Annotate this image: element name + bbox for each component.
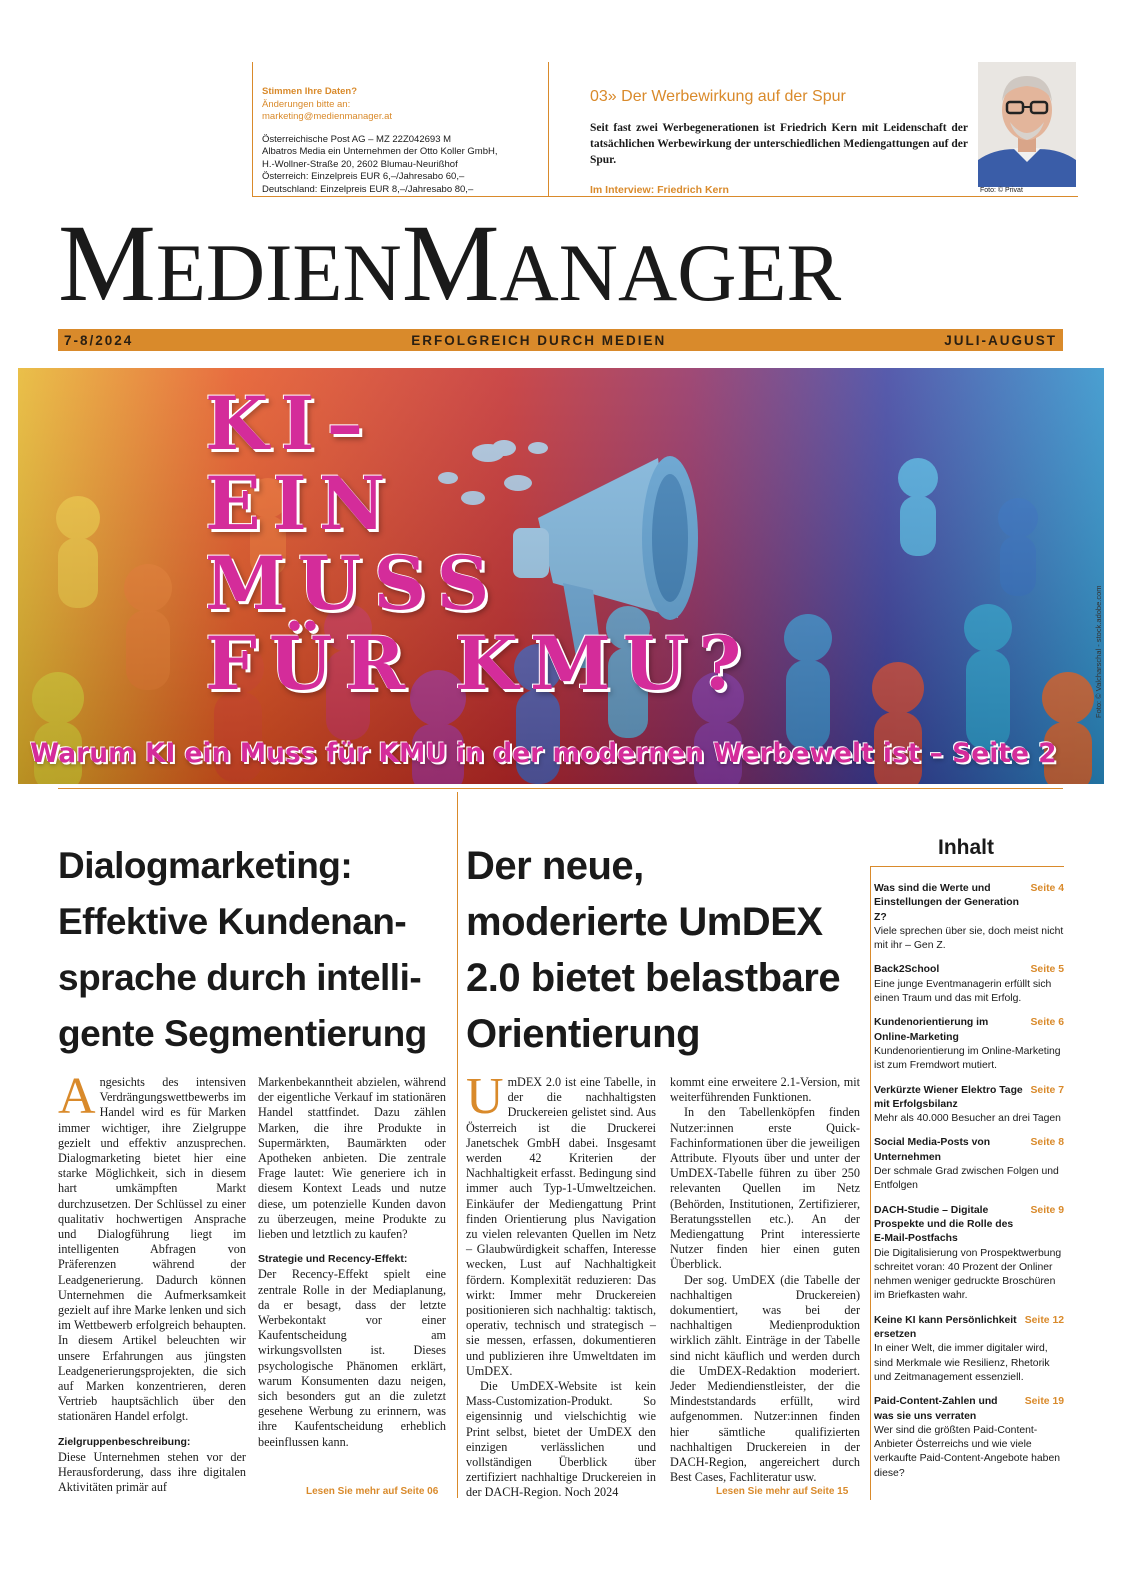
toc-item-header[interactable] [874,1016,1064,1045]
toc-item-description: Viele sprechen über sie, doch meist nicht mit ihr – Gen Z. [874,925,1064,952]
toc-item-title[interactable]: Paid-Content-Zahlen und was sie uns verraten [874,1396,998,1422]
toc-item[interactable] [874,1016,1064,1073]
toc-item-header[interactable] [874,1084,1064,1113]
portrait-credit: Foto: © Privat [980,187,1023,194]
toc-item-page[interactable]: Seite 9 [1030,1204,1064,1216]
toc-item-description: Mehr als 40.000 Besucher an drei Tagen [874,1113,1061,1125]
toc-item[interactable] [874,1204,1064,1304]
teaser-block[interactable] [590,88,968,196]
article1-column-2 [258,1075,446,1450]
article2-headline[interactable]: Der neue, moderierte UmDEX 2.0 bietet belastbare Orientierung [466,844,841,1056]
toc-item-page[interactable]: Seite 4 [1030,883,1064,894]
toc-item-description: Die Digitalisierung von Prospektwerbung schreitet voran: 40 Prozent der Onliner nehmen weniger gedruckte Broschüren im Briefkasten wahr. [874,1247,1062,1302]
hero-subtitle[interactable]: Warum KI ein Muss für KMU in der modernen Werbewelt ist – Seite 2 [30,738,1057,769]
toc-item-title[interactable]: Was sind die Werte und Einstellungen der Generation Z? [874,883,1019,923]
article1-subheading: Zielgruppenbeschreibung: [58,1435,191,1448]
masthead-logo: MEDIENMANAGER [58,208,842,322]
teaser-title[interactable]: 03» Der Werbewirkung auf der Spur [590,88,846,105]
article2-column-2 [670,1075,860,1485]
issue-number: 7-8/2024 [64,332,134,348]
article1-read-more-link[interactable]: Lesen Sie mehr auf Seite 06 [306,1486,439,1497]
toc-item-page[interactable]: Seite 5 [1030,964,1064,976]
article1-paragraph: Markenbekanntheit abzielen, während der eigentliche Verkauf im stationären Handel stattfindet. Dazu zählen Marken, die ihre Produkte in Supermärkten, Baumärkten oder Apotheken anbieten. Die zentrale Frage lautet: Wie generiere ich in diesem Kontext Leads und nutze diese, um potenzielle Kunden davon zu überzeugen, meine Produkte zu lieben und letztlich zu kaufen? [258,1075,446,1242]
toc-item-page[interactable]: Seite 8 [1030,1137,1064,1149]
article1-headline[interactable]: Dialogmarketing: Effektive Kundenan- sprache durch intelli- gente Segmentierung [58,845,427,1054]
article2-paragraph: Die UmDEX-Website ist kein Mass-Customization-Produkt. So eigensinnig und vielschichtig wie Print selbst, bietet der UmDEX den einzigen verlässlichen und vollständigen Überblick über zertifiziert nachhaltige Druckereien in der DACH-Region. Noch 2024 [466,1379,656,1500]
toc-item-title[interactable]: Keine KI kann Persönlichkeit ersetzen [874,1314,1017,1341]
toc-item[interactable] [874,882,1064,953]
article2-read-more-link[interactable]: Lesen Sie mehr auf Seite 15 [716,1486,849,1497]
article2-paragraph: Der sog. UmDEX (die Tabelle der nachhaltigen Druckereien) dokumentiert, was bei der nachhaltigen Medienproduktion wirklich zählt. Einträge in der Tabelle sind nicht käuflich und werden durch die UmDEX-Redaktion moderiert. Jeder Mediendienstleister, der die Mindeststandards erfüllt, wird aufgenommen. Nutzer:innen finden hier sämtliche qualifizierten nachhaltigen Druckereien in der DACH-Region, angereichert durch Best Cases, Fachliteratur usw. [670,1272,860,1485]
toc-item-header[interactable] [874,882,1064,925]
address-heading: Stimmen Ihre Daten? [262,86,358,97]
toc-item-title[interactable]: Back2School [874,964,940,976]
address-post: Österreichische Post AG – MZ 22Z042693 M [262,133,452,145]
article1-paragraph: ngesichts des intensiven Verdrängungswettbewerbs im Handel wird es für Marken immer wichtiger, ihre Zielgruppe gezielt und effektiv anzusprechen. Dialogmarketing bietet hier eine starke Möglichkeit, sich in diesem hart umkämpften Markt durchzusetzen. Der Schlüssel zu einer qualitativ hochwertigen Ansprache und Dialogführung liegt im intelligenten Abfragen von Präferenzen während der Leadgenerierung. Dadurch können Unternehmen die Aufmerksamkeit gezielt auf ihre Marke lenken und sich im Wettbewerb erfolgreich behaupten. In diesem Artikel beleuchten wir unsere Erfahrungen aus jüngsten Leadgenerierungsprojekten, die sich auf Marken konzentrieren, deren Vertrieb hauptsächlich über den stationären Handel erfolgt. [58,1075,246,1424]
article2-paragraph: kommt eine erweitere 2.1-Version, mit weiterführenden Funktionen. [670,1075,860,1105]
article1-column-1 [58,1068,246,1495]
teaser-interview: Im Interview: Friedrich Kern [590,184,729,196]
toc-item-description: In einer Welt, die immer digitaler wird, sind Merkmale wie Resilienz, Rhetorik und Zeitmanagement essenziell. [874,1343,1050,1383]
toc-item[interactable] [874,1084,1064,1127]
address-street: H.-Wollner-Straße 20, 2602 Blumau-Neurißhof [262,158,458,170]
hero-title: KI– EIN MUSS FÜR KMU? [205,381,754,707]
toc-item-header[interactable] [874,1314,1064,1343]
toc-item-description: Eine junge Eventmanagerin erfüllt sich einen Traum und das mit Erfolg. [874,978,1052,1005]
article1-subheading: Strategie und Recency-Effekt: [258,1253,408,1266]
address-publisher: Albatros Media ein Unternehmen der Otto Koller GmbH, [262,146,498,157]
divider-left [252,62,253,196]
divider-below-hero [58,788,1063,789]
article1-paragraph: Diese Unternehmen stehen vor der Herausforderung, dass ihre digitalen Aktivitäten primär auf [58,1449,246,1495]
toc-item-description: Der schmale Grad zwischen Folgen und Entfolgen [874,1166,1059,1192]
toc-item[interactable] [874,963,1064,1006]
toc-item-header[interactable] [874,1395,1064,1424]
divider-top [252,196,1078,197]
toc-item-description: Kundenorientierung im Online-Marketing ist zum Fremdwort mutiert. [874,1045,1061,1072]
hero-photo-credit: Foto: © Valcharschal - stock.adobe.com [1094,585,1103,718]
address-email[interactable]: marketing@medienmanager.at [262,111,393,122]
article2-paragraph: mDEX 2.0 ist eine Tabelle, in der die nachhaltigsten Druckereien gelistet sind. Aus Österreich ist die Druckerei Janetschek GmbH dabei. Insgesamt werden 42 Kriterien der Nachhaltigkeit erfasst. Bedingung sind immer auch Typ-1-Umweltzeichen. Einkäufer der Mediengattung Print finden Orientierung plus Navigation zu vielen relevanten Quellen im Netz – Glaubwürdigkeit schaffen, Interesse wecken, Lust auf Nachhaltigkeit fördern. Komplexität reduzieren: Das wirkt: Immer mehr Druckereien positionieren sich nachhaltig: taktisch, operativ, technisch und strategisch – sie messen, erfassen, dokumentieren und publizieren ihre Umweltdaten im UmDEX. [466,1075,656,1378]
toc-item-title[interactable]: Kundenorientierung im Online-Marketing [874,1017,989,1043]
toc-item-header[interactable] [874,1136,1064,1165]
address-line: Änderungen bitte an: [262,98,351,110]
toc-item-description: Wer sind die größten Paid-Content-Anbieter Österreichs und wie viele verkaufte Paid-Content-Angebote haben diese? [874,1424,1061,1479]
teaser-text: Seit fast zwei Werbegenerationen ist Friedrich Kern mit Leidenschaft der tatsächlichen Werbewirkung der unterschiedlichen Mediengattungen auf der Spur. [590,122,968,166]
toc-item-header[interactable] [874,963,1064,977]
toc-divider [870,866,1064,867]
toc-item-title[interactable]: Verkürzte Wiener Elektro Tage mit Erfolgsbilanz [874,1084,1023,1110]
address-block [262,86,542,196]
slogan: ERFOLGREICH DURCH MEDIEN [411,332,667,348]
article2-column-1 [466,1068,656,1501]
toc-item[interactable] [874,1314,1064,1385]
article1-paragraph: Der Recency-Effekt spielt eine zentrale Rolle in der Mediaplanung, da er besagt, dass der letzte Werbekontakt vor einer Kaufentscheidung am wirkungsvollsten ist. Dieses psychologische Phänomen erklärt, warum Konsumenten dazu neigen, sich besonders gut an die zuletzt gesehene Werbung zu erinnern, was ihre Kaufentscheidung erheblich beeinflussen kann. [258,1267,446,1449]
toc-list [874,882,1064,1491]
issue-month: JULI-AUGUST [944,332,1057,348]
toc-sidebar-line [870,866,871,1500]
article2-paragraph: In den Tabellenköpfen finden Nutzer:innen erste Quick-Fachinformationen über die jeweiligen Attribute. Flyouts über und unter der UmDEX-Tabelle führen zu über 250 relevanten Quellen im Netz (Behörden, Institutionen, Zertifizierer, Beratungsstellen etc.). An der Mediengattung Print interessierte Nutzer finden hier einen guten Überblick. [670,1105,860,1272]
toc-item[interactable] [874,1136,1064,1193]
toc-item[interactable] [874,1395,1064,1481]
masthead-bar [58,329,1063,351]
toc-title: Inhalt [938,836,994,859]
toc-item-header[interactable] [874,1204,1064,1247]
article1-dropcap: A [58,1068,96,1125]
toc-item-page[interactable]: Seite 19 [1024,1396,1064,1408]
address-price-de: Deutschland: Einzelpreis EUR 8,–/Jahresabo 80,– [262,183,474,195]
toc-item-page[interactable]: Seite 12 [1024,1314,1064,1326]
toc-item-page[interactable]: Seite 6 [1030,1017,1064,1029]
divider-mid [548,62,549,196]
toc-item-page[interactable]: Seite 7 [1030,1084,1064,1096]
article2-dropcap: U [466,1068,504,1125]
toc-item-title[interactable]: DACH-Studie – Digitale Prospekte und die Rolle des E-Mail-Postfachs [874,1204,1014,1245]
portrait-image [978,62,1076,187]
address-price-at: Österreich: Einzelpreis EUR 6,–/Jahresabo 60,– [262,171,465,182]
toc-item-title[interactable]: Social Media-Posts von Unternehmen [874,1137,991,1163]
